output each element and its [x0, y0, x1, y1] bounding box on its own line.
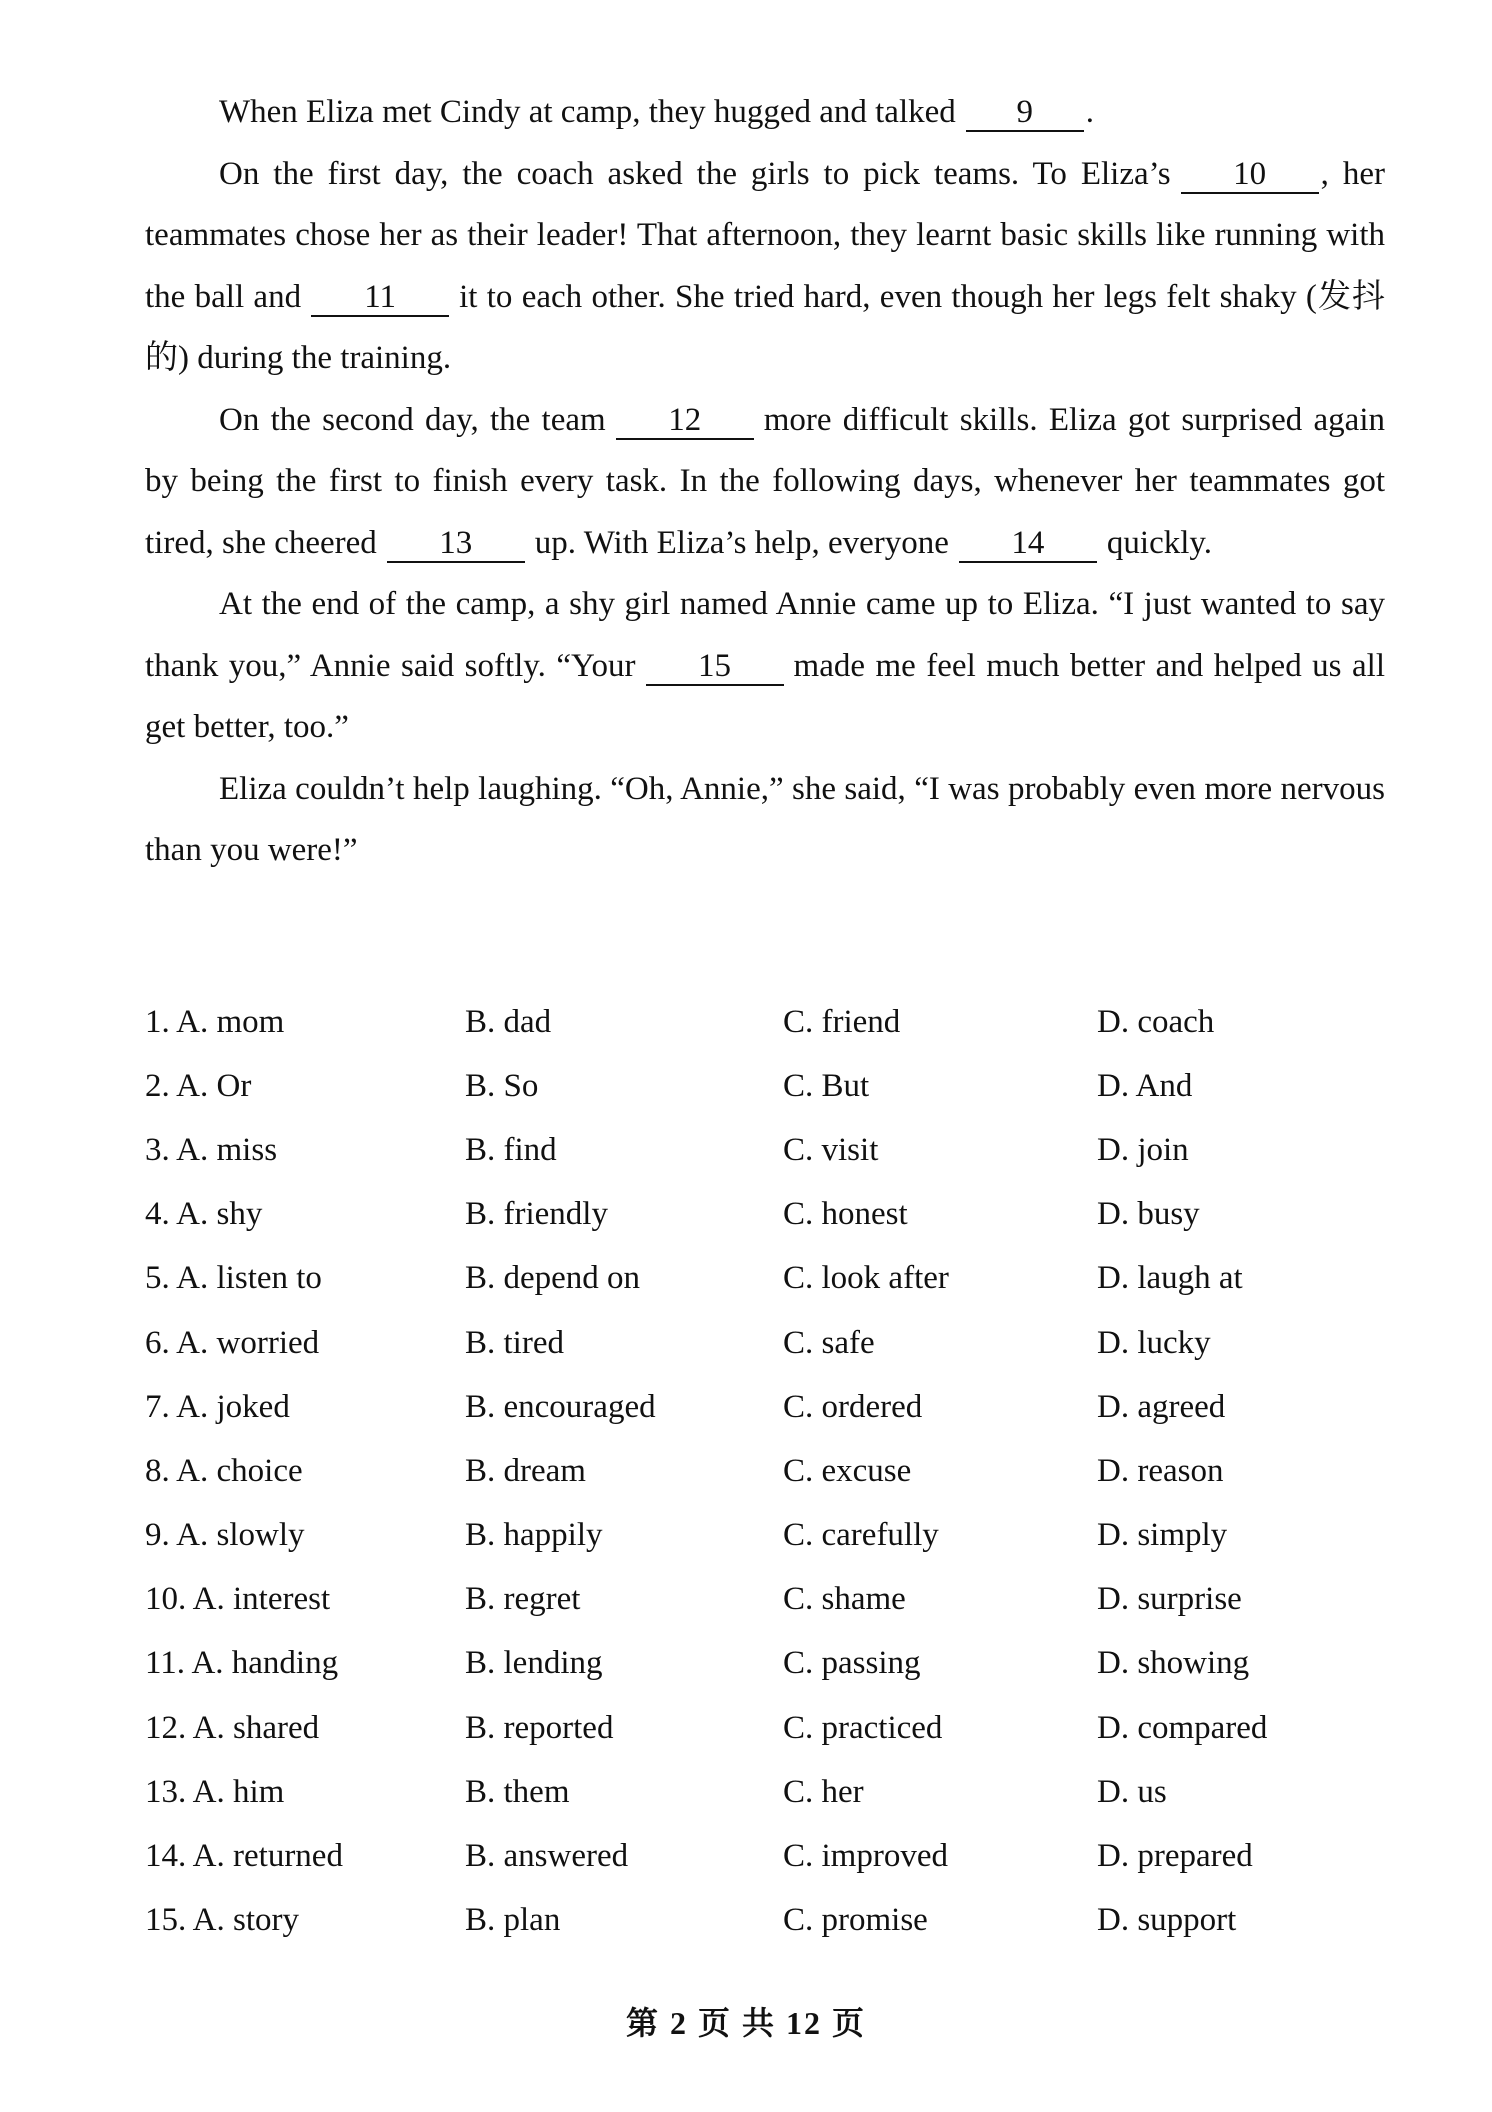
option-11-c: C. passing [783, 1645, 921, 1682]
option-6-a: 6. A. worried [145, 1324, 320, 1361]
option-1-a: 1. A. mom [145, 1003, 285, 1040]
paragraph-1 [145, 82, 1385, 144]
option-3-d: D. join [1097, 1131, 1189, 1168]
option-4-d: D. busy [1097, 1196, 1200, 1233]
option-14-c: C. improved [783, 1838, 948, 1875]
option-13-d: D. us [1097, 1773, 1167, 1810]
blank-9: 9 [966, 94, 1084, 132]
option-5-a: 5. A. listen to [145, 1260, 322, 1297]
option-row [145, 1247, 1385, 1311]
option-13-a: 13. A. him [145, 1773, 285, 1810]
option-9-a: 9. A. slowly [145, 1517, 305, 1554]
text: quickly. [1106, 524, 1213, 561]
option-10-c: C. shame [783, 1581, 906, 1618]
option-2-a: 2. A. Or [145, 1067, 252, 1104]
option-7-d: D. agreed [1097, 1388, 1226, 1425]
option-1-b: B. dad [465, 1003, 552, 1040]
option-10-d: D. surprise [1097, 1581, 1242, 1618]
text: more difficult skills. Eliza got surprised again by being the first to finish every task. In the following days, whenever her teammates got tired, she cheered [145, 401, 1385, 561]
option-11-a: 11. A. handing [145, 1645, 339, 1682]
option-5-b: B. depend on [465, 1260, 641, 1297]
option-1-c: C. friend [783, 1003, 901, 1040]
option-3-a: 3. A. miss [145, 1131, 278, 1168]
option-12-c: C. practiced [783, 1709, 943, 1746]
text: . [1085, 94, 1095, 130]
option-9-c: C. carefully [783, 1517, 939, 1554]
paragraph-3 [145, 390, 1385, 575]
option-3-b: B. find [465, 1131, 557, 1168]
option-2-d: D. And [1097, 1067, 1193, 1104]
option-15-b: B. plan [465, 1902, 561, 1939]
option-row [145, 1568, 1385, 1632]
option-row [145, 1504, 1385, 1568]
blank-15: 15 [646, 648, 784, 686]
option-1-d: D. coach [1097, 1003, 1215, 1040]
option-13-b: B. them [465, 1773, 570, 1810]
text: On the first day, the coach asked the girls to pick teams. To Eliza’s [219, 155, 1171, 192]
text: , her teammates chose her as their leader! That afternoon, they learnt basic skills like running with the ball and [145, 155, 1386, 315]
blank-14: 14 [959, 525, 1097, 563]
option-5-c: C. look after [783, 1260, 949, 1297]
blank-10: 10 [1181, 156, 1319, 194]
option-14-a: 14. A. returned [145, 1838, 343, 1875]
option-2-b: B. So [465, 1067, 539, 1104]
paragraph-4 [145, 574, 1385, 759]
option-row [145, 1054, 1385, 1118]
option-9-b: B. happily [465, 1517, 603, 1554]
option-14-b: B. answered [465, 1838, 629, 1875]
text: Eliza couldn’t help laughing. “Oh, Annie,” she said, “I was probably even more nervous than you were!” [145, 770, 1385, 868]
option-13-c: C. her [783, 1773, 864, 1810]
blank-13: 13 [387, 525, 525, 563]
option-8-c: C. excuse [783, 1452, 912, 1489]
option-15-d: D. support [1097, 1902, 1237, 1939]
option-row [145, 1632, 1385, 1696]
option-2-c: C. But [783, 1067, 870, 1104]
option-14-d: D. prepared [1097, 1838, 1253, 1875]
blank-12: 12 [616, 402, 754, 440]
option-6-c: C. safe [783, 1324, 875, 1361]
option-row [145, 1375, 1385, 1439]
option-5-d: D. laugh at [1097, 1260, 1243, 1297]
text: made me feel much better and helped us all get better, too.” [145, 647, 1385, 745]
option-8-d: D. reason [1097, 1452, 1224, 1489]
option-12-b: B. reported [465, 1709, 614, 1746]
option-4-b: B. friendly [465, 1196, 608, 1233]
option-row [145, 1183, 1385, 1247]
option-row [145, 1824, 1385, 1888]
option-7-a: 7. A. joked [145, 1388, 290, 1425]
option-8-b: B. dream [465, 1452, 586, 1489]
option-row [145, 1760, 1385, 1824]
option-12-d: D. compared [1097, 1709, 1268, 1746]
passage [145, 82, 1385, 882]
option-9-d: D. simply [1097, 1517, 1228, 1554]
option-7-c: C. ordered [783, 1388, 923, 1425]
option-4-a: 4. A. shy [145, 1196, 263, 1233]
text: On the second day, the team [219, 401, 606, 438]
option-row [145, 990, 1385, 1054]
answer-options [145, 990, 1385, 1953]
option-7-b: B. encouraged [465, 1388, 656, 1425]
text: At the end of the camp, a shy girl named Annie came up to Eliza. “I just wanted to say thank you,” Annie said softly. “Your [145, 586, 1385, 684]
option-4-c: C. honest [783, 1196, 908, 1233]
text: it to each other. She tried hard, even though her legs felt shaky (发抖的) during the training. [145, 278, 1385, 376]
option-row [145, 1118, 1385, 1182]
option-10-b: B. regret [465, 1581, 581, 1618]
option-row [145, 1311, 1385, 1375]
option-8-a: 8. A. choice [145, 1452, 303, 1489]
option-15-a: 15. A. story [145, 1902, 300, 1939]
option-row [145, 1889, 1385, 1953]
blank-11: 11 [311, 279, 449, 317]
paragraph-5 [145, 759, 1385, 882]
text: up. With Eliza’s help, everyone [534, 524, 949, 561]
text: When Eliza met Cindy at camp, they hugged and talked [219, 94, 956, 130]
option-12-a: 12. A. shared [145, 1709, 320, 1746]
option-11-b: B. lending [465, 1645, 603, 1682]
paragraph-2 [145, 144, 1385, 390]
option-6-d: D. lucky [1097, 1324, 1211, 1361]
option-row [145, 1696, 1385, 1760]
option-row [145, 1439, 1385, 1503]
option-3-c: C. visit [783, 1131, 879, 1168]
option-15-c: C. promise [783, 1902, 928, 1939]
option-11-d: D. showing [1097, 1645, 1250, 1682]
option-10-a: 10. A. interest [145, 1581, 331, 1618]
page-number: 第 2 页 共 12 页 [625, 2005, 866, 2041]
option-6-b: B. tired [465, 1324, 564, 1361]
